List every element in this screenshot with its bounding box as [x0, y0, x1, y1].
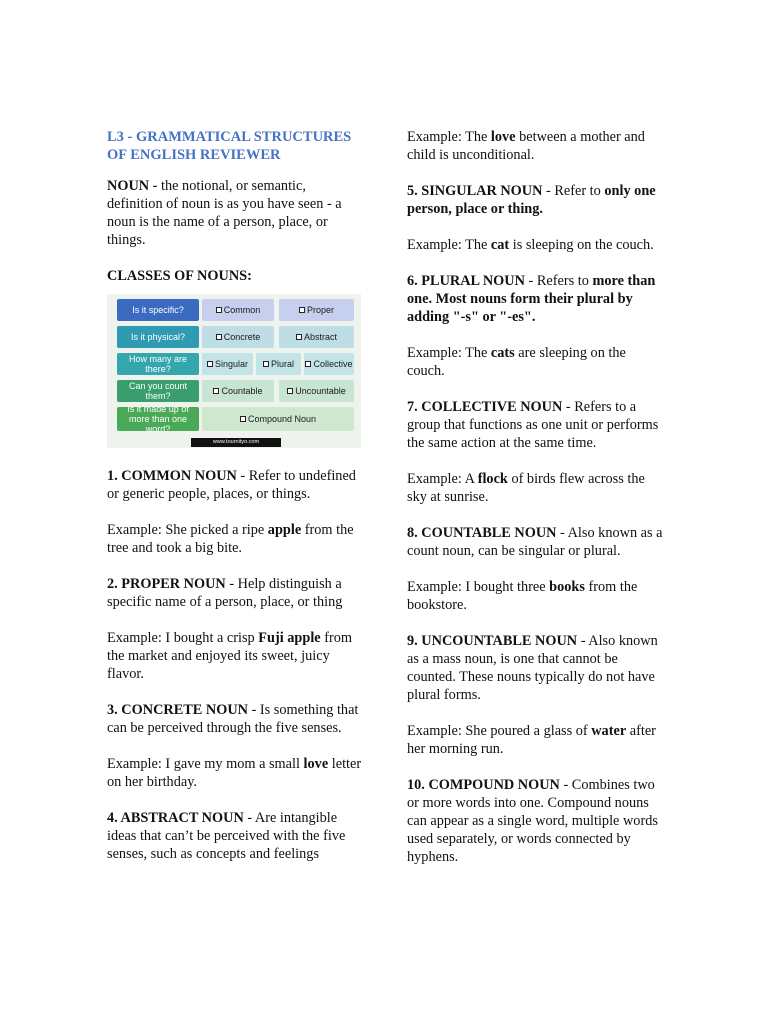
- right-column: [407, 128, 663, 866]
- checkbox-icon: [305, 361, 311, 367]
- option-collective: Collective: [304, 353, 354, 375]
- checkbox-icon: [299, 307, 305, 313]
- question-count: Can you count them?: [117, 380, 199, 402]
- noun-class-3-example: Example: I gave my mom a small love letter on her birthday.: [107, 756, 362, 790]
- noun-definition-text: the notional, or semantic, definition of noun is as you have seen - a noun is the name of a person, place, or things.: [107, 178, 342, 248]
- question-specific: Is it specific?: [117, 299, 199, 321]
- option-plural: Plural: [256, 353, 301, 375]
- checkbox-icon: [216, 334, 222, 340]
- checkbox-icon: [296, 334, 302, 340]
- option-common: Common: [202, 299, 274, 321]
- option-compound-noun: Compound Noun: [202, 407, 354, 431]
- noun-class-1-example: Example: She picked a ripe apple from the tree and took a big bite.: [107, 522, 354, 556]
- noun-class-1-definition: 1. COMMON NOUN - Refer to undefined or generic people, places, or things.: [107, 468, 356, 502]
- noun-class-heading: 2. PROPER NOUN: [107, 576, 226, 592]
- checkbox-icon: [240, 416, 246, 422]
- checkbox-icon: [207, 361, 213, 367]
- noun-class-8-example: Example: I bought three books from the bookstore.: [407, 579, 638, 613]
- noun-class-heading: 10. COMPOUND NOUN: [407, 777, 560, 793]
- checkbox-icon: [216, 307, 222, 313]
- noun-class-4-example: Example: The love between a mother and child is unconditional.: [407, 129, 645, 163]
- noun-class-heading: 3. CONCRETE NOUN: [107, 702, 248, 718]
- noun-class-6-definition: 6. PLURAL NOUN - Refers to more than one. Most nouns form their plural by adding "-s" or "-es".: [407, 273, 656, 325]
- noun-class-5-definition: 5. SINGULAR NOUN - Refer to only one person, place or thing.: [407, 183, 656, 217]
- noun-class-7-definition: 7. COLLECTIVE NOUN - Refers to a group that functions as one unit or performs the same action at the same time.: [407, 399, 659, 451]
- checkbox-icon: [263, 361, 269, 367]
- noun-class-heading: 4. ABSTRACT NOUN: [107, 810, 244, 826]
- noun-class-9-example: Example: She poured a glass of water after her morning run.: [407, 723, 656, 757]
- question-how-many: How many are there?: [117, 353, 199, 375]
- classes-heading: CLASSES OF NOUNS:: [107, 268, 252, 284]
- checkbox-icon: [213, 388, 219, 394]
- noun-class-3-definition: 3. CONCRETE NOUN - Is something that can be perceived through the five senses.: [107, 702, 359, 736]
- noun-class-9-definition: 9. UNCOUNTABLE NOUN - Also known as a mass noun, is one that cannot be counted. These nouns typically do not have plural forms.: [407, 633, 658, 703]
- noun-class-7-example: Example: A flock of birds flew across the sky at sunrise.: [407, 471, 645, 505]
- noun-term: NOUN -: [107, 178, 162, 194]
- noun-class-heading: 1. COMMON NOUN: [107, 468, 237, 484]
- checkbox-icon: [287, 388, 293, 394]
- noun-classes-diagram: [107, 294, 361, 448]
- noun-class-6-example: Example: The cats are sleeping on the couch.: [407, 345, 626, 379]
- option-singular: Singular: [202, 353, 253, 375]
- option-countable: Countable: [202, 380, 274, 402]
- diagram-source: www.tournityo.com: [191, 438, 281, 447]
- noun-class-heading: 6. PLURAL NOUN: [407, 273, 525, 289]
- option-uncountable: Uncountable: [279, 380, 354, 402]
- question-physical: Is it physical?: [117, 326, 199, 348]
- option-proper: Proper: [279, 299, 354, 321]
- noun-class-8-definition: 8. COUNTABLE NOUN - Also known as a count noun, can be singular or plural.: [407, 525, 663, 559]
- question-compound: Is it made up of more than one word?: [117, 407, 199, 431]
- noun-class-heading: 9. UNCOUNTABLE NOUN: [407, 633, 578, 649]
- noun-class-2-definition: 2. PROPER NOUN - Help distinguish a specific name of a person, place, or thing: [107, 576, 343, 610]
- noun-definition: [107, 177, 363, 249]
- noun-class-2-example: Example: I bought a crisp Fuji apple from the market and enjoyed its sweet, juicy flavor.: [107, 630, 353, 682]
- left-column: [107, 128, 363, 863]
- noun-class-4-definition: 4. ABSTRACT NOUN - Are intangible ideas that can’t be perceived with the five senses, such as concepts and feelings: [107, 810, 346, 862]
- page-title: L3 - GRAMMATICAL STRUCTURES OF ENGLISH REVIEWER: [107, 129, 352, 163]
- noun-class-5-example: Example: The cat is sleeping on the couch.: [407, 237, 654, 253]
- noun-class-10-definition: 10. COMPOUND NOUN - Combines two or more words into one. Compound nouns can appear as a single word, multiple words used separately, or words connected by hyphens.: [407, 777, 658, 865]
- noun-class-heading: 8. COUNTABLE NOUN: [407, 525, 557, 541]
- noun-class-heading: 5. SINGULAR NOUN: [407, 183, 543, 199]
- option-abstract: Abstract: [279, 326, 354, 348]
- option-concrete: Concrete: [202, 326, 274, 348]
- noun-class-heading: 7. COLLECTIVE NOUN: [407, 399, 563, 415]
